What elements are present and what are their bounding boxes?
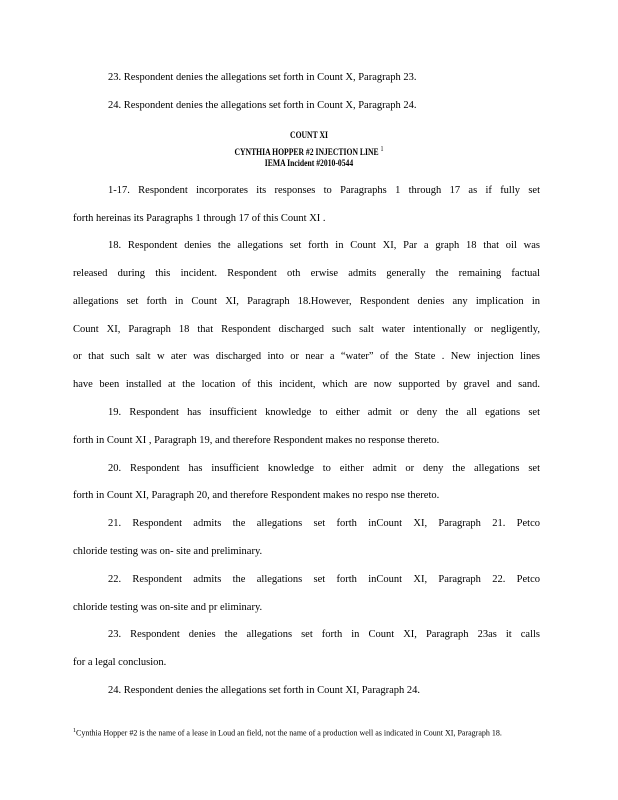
paragraph-18-line-2: released during this incident. Respondent oth erwise admits generally the remaining factual [73,268,540,279]
paragraph-23: 23. Respondent denies the allegations set forth in Count XI, Paragraph 23as it calls [108,629,540,640]
paragraph-1-17: 1-17. Respondent incorporates its responses to Paragraphs 1 through 17 as if fully set [108,185,540,196]
paragraph-22: 22. Respondent admits the allegations set forth inCount XI, Paragraph 22. Petco [108,574,540,585]
paragraph-20-cont: forth in Count XI, Paragraph 20, and therefore Respondent makes no respo nse thereto. [73,490,440,501]
paragraph-18-line-3: allegations set forth in Count XI, Paragraph 18.However, Respondent denies any implication in [73,296,540,307]
paragraph-21: 21. Respondent admits the allegations set forth inCount XI, Paragraph 21. Petco [108,518,540,529]
paragraph-19-cont: forth in Count XI , Paragraph 19, and therefore Respondent makes no response thereto. [73,435,440,446]
paragraph-21-cont: chloride testing was on- site and preliminary. [73,546,263,557]
footnote-text: Cynthia Hopper #2 is the name of a lease in Loud an field, not the name of a production well as indicated in Count XI, Paragraph 18. [76,728,502,738]
paragraph-24: 24. Respondent denies the allegations set forth in Count XI, Paragraph 24. [108,685,421,696]
footnote [73,726,540,739]
paragraph-22-cont: chloride testing was on-site and pr eliminary. [73,602,263,613]
footnote-reference: 1 [380,145,384,153]
paragraph-18: 18. Respondent denies the allegations set forth in Count XI, Par a graph 18 that oil was [108,240,540,251]
count-heading: COUNT XI [290,130,328,140]
heading-subtitle-text: CYNTHIA HOPPER #2 INJECTION LINE [234,147,379,157]
heading-incident: IEMA Incident #2010-0544 [264,158,354,168]
paragraph-1-17-cont: forth hereinas its Paragraphs 1 through 17 of this Count XI . [73,213,326,224]
paragraph-18-line-5: or that such salt w ater was discharged into or near a “water” of the State . New injection lines [73,351,540,362]
paragraph-x-23: 23. Respondent denies the allegations set forth in Count X, Paragraph 23. [108,72,417,83]
paragraph-23-cont: for a legal conclusion. [73,657,167,668]
paragraph-x-24: 24. Respondent denies the allegations set forth in Count X, Paragraph 24. [108,100,417,111]
paragraph-18-line-4: Count XI, Paragraph 18 that Respondent discharged such salt water intentionally or negligently, [73,324,540,335]
paragraph-19: 19. Respondent has insufficient knowledge to either admit or deny the all egations set [108,407,540,418]
footnote-marker: 1 [73,728,76,734]
paragraph-18-line-6: have been installed at the location of this incident, which are now supported by gravel and sand. [73,379,540,390]
heading-subtitle [46,143,571,158]
paragraph-20: 20. Respondent has insufficient knowledge to either admit or deny the allegations set [108,463,540,474]
